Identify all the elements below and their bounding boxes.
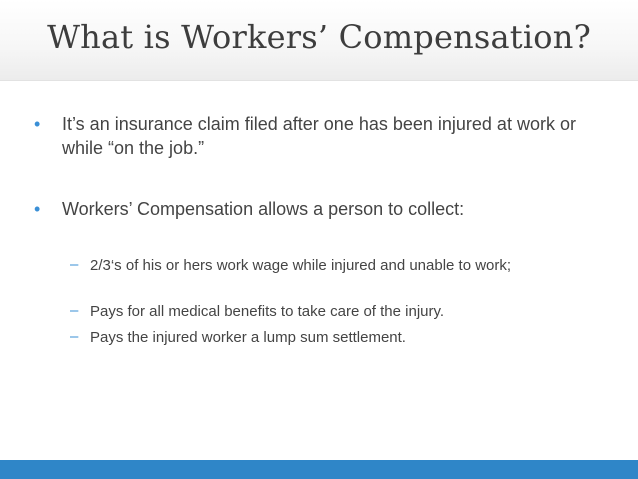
sub-bullet-lump-sum: Pays the injured worker a lump sum settlement. (90, 329, 406, 346)
slide-title: What is Workers’ Compensation? (47, 18, 591, 56)
bullet-insurance-claim: It’s an insurance claim filed after one has been injured at work or while “on the job.” (62, 114, 576, 158)
bullet-marker: • (34, 199, 41, 219)
bullet-allows-collect: Workers’ Compensation allows a person to collect: (62, 199, 465, 219)
sub-bullet-medical: Pays for all medical benefits to take care of the injury. (90, 303, 445, 320)
dash-marker: – (70, 328, 79, 345)
dash-marker: – (70, 302, 79, 319)
dash-marker: – (70, 256, 79, 273)
sub-bullet-wage: 2/3‘s of his or hers work wage while injured and unable to work; (90, 257, 512, 274)
footer-bar (0, 460, 638, 479)
bullet-marker: • (34, 114, 41, 134)
